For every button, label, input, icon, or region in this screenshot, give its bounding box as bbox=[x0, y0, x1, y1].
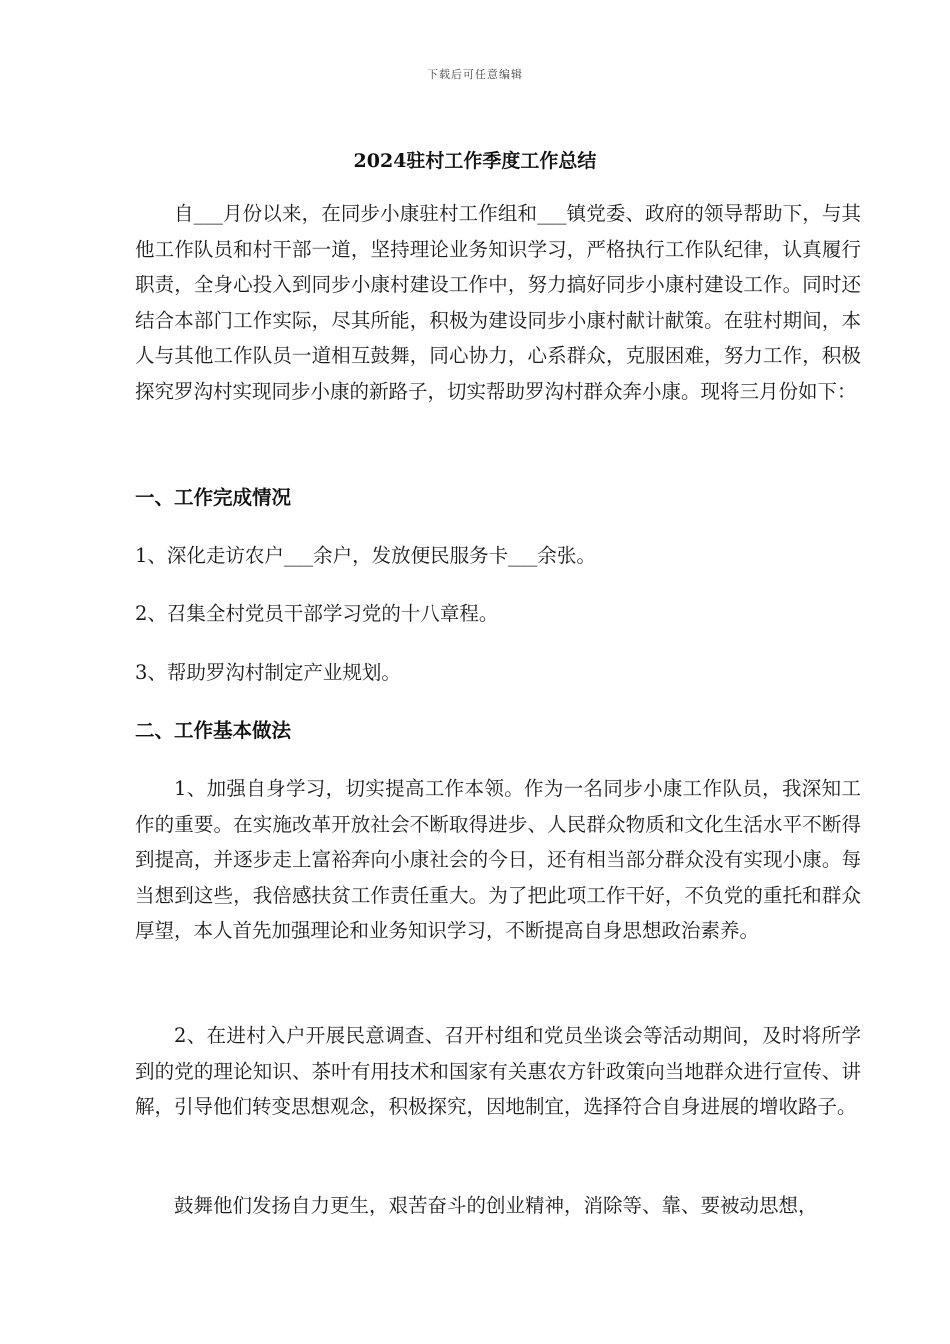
section-2-paragraph-2: 2、在进村入户开展民意调查、召开村组和党员坐谈会等活动期间，及时将所学到的党的理论知识、茶叶有用技术和国家有关惠农方针政策向当地群众进行宣传、讲解，引导他们转变思想观念，积极探究，因地制宜，选择符合自身进展的增收路子。 bbox=[135, 1024, 861, 1118]
section-1-heading: 一、工作完成情况 bbox=[135, 486, 292, 509]
section-2-paragraph-1: 1、加强自身学习，切实提高工作本领。作为一名同步小康工作队员，我深知工作的重要。在实施改革开放社会不断取得进步、人民群众物质和文化生活水平不断得到提高，并逐步走上富裕奔向小康社会的今日，还有相当部分群众没有实现小康。每当想到这些，我倍感扶贫工作责任重大。为了把此项工作干好，不负党的重托和群众厚望，本人首先加强理论和业务知识学习，不断提高自身思想政治素养。 bbox=[135, 777, 861, 942]
document-title: 2024驻村工作季度工作总结 bbox=[353, 150, 597, 172]
section-2-heading: 二、工作基本做法 bbox=[135, 719, 292, 742]
section-1-item-3: 3、帮助罗沟村制定产业规划。 bbox=[135, 661, 401, 684]
section-1-item-2: 2、召集全村党员干部学习党的十八章程。 bbox=[135, 602, 499, 625]
section-1-item-1: 1、深化走访农户___余户，发放便民服务卡___余张。 bbox=[135, 544, 596, 567]
header-note: 下载后可任意编辑 bbox=[427, 68, 523, 81]
intro-paragraph: 自___月份以来，在同步小康驻村工作组和___镇党委、政府的领导帮助下，与其他工作队员和村干部一道，坚持理论业务知识学习，严格执行工作队纪律，认真履行职责，全身心投入到同步小康村建设工作中，努力搞好同步小康村建设工作。同时还结合本部门工作实际，尽其所能，积极为建设同步小康村献计献策。在驻村期间，本人与其他工作队员一道相互鼓舞，同心协力，心系群众，克服困难，努力工作，积极探究罗沟村实现同步小康的新路子，切实帮助罗沟村群众奔小康。现将三月份如下： bbox=[135, 202, 861, 403]
section-2-paragraph-3: 鼓舞他们发扬自力更生，艰苦奋斗的创业精神，消除等、靠、要被动思想， bbox=[174, 1194, 818, 1217]
